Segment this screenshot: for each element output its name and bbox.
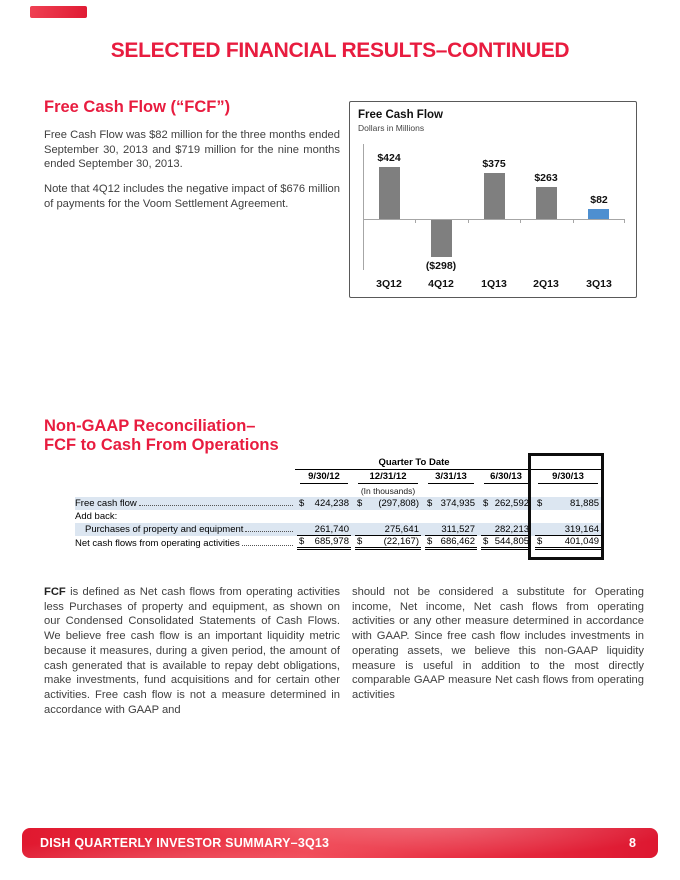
chart-bar-value-label: ($298) <box>425 260 457 272</box>
table-cell <box>75 470 295 485</box>
row-label-text: Net cash flows from operating activities <box>75 537 240 549</box>
dollar-sign: $ <box>427 498 433 509</box>
value-box <box>535 536 601 550</box>
fcf-paragraph-1: Free Cash Flow was $82 million for the three months ended September 30, 2013 and $719 million for the nine months ended September 30, 2013. <box>44 129 340 171</box>
fcf-definition-right-column: should not be considered a substitute for Operating income, Net income, Net cash flows from operating activities or any other measure determined in accordance with GAAP. Since free cash flow includes investments in operating assets, we believe this non-GAAP liquidity measure is useful in addition to the most directly comparable GAAP measure Net cash flows from operating activities <box>352 586 644 701</box>
value-cell <box>353 510 423 523</box>
chart-zero-line <box>363 219 625 220</box>
group-header-cell: Quarter To Date <box>295 456 533 470</box>
value-cell <box>423 523 479 536</box>
fcf-bold-term: FCF <box>44 586 66 598</box>
dollar-sign: $ <box>299 536 305 547</box>
chart-bar-value-label: $263 <box>534 172 558 184</box>
value-cell <box>533 497 603 510</box>
date-header-label: 9/30/12 <box>300 470 348 484</box>
dollar-sign: $ <box>427 536 433 547</box>
value-box <box>355 498 421 509</box>
value-cell <box>533 536 603 550</box>
table-row <box>75 497 603 510</box>
table-cell <box>479 484 533 497</box>
value-box <box>481 498 531 509</box>
table-cell <box>75 456 295 470</box>
dot-leader <box>245 531 293 532</box>
value-text: (297,808) <box>378 498 419 509</box>
chart-bar-3Q12 <box>379 167 400 219</box>
fcf-definition-left-column <box>44 585 340 717</box>
value-box <box>425 498 477 509</box>
date-header-label: 9/30/13 <box>538 470 598 484</box>
table-cell <box>75 484 295 497</box>
value-text: 262,592 <box>494 498 530 509</box>
reconciliation-section-heading <box>44 417 279 455</box>
date-header-cell <box>295 470 353 485</box>
value-text: 275,641 <box>384 523 419 535</box>
chart-category-label: 4Q12 <box>428 278 454 290</box>
row-label <box>75 511 295 522</box>
fcf-section-heading: Free Cash Flow (“FCF”) <box>44 98 231 116</box>
footer-page-number: 8 <box>629 836 636 850</box>
value-box <box>481 524 531 536</box>
chart-bar-value-label: $424 <box>377 152 401 164</box>
chart-axis-tick <box>415 219 416 223</box>
free-cash-flow-chart <box>349 101 637 298</box>
page-title: SELECTED FINANCIAL RESULTS–CONTINUED <box>110 39 570 62</box>
chart-plot-area <box>363 144 625 270</box>
value-cell <box>479 497 533 510</box>
value-cell <box>295 536 353 550</box>
value-cell <box>295 510 353 523</box>
chart-axis-tick <box>468 219 469 223</box>
table-row <box>75 523 603 536</box>
chart-axis-tick <box>573 219 574 223</box>
table-cell <box>295 484 353 497</box>
dollar-sign: $ <box>299 498 305 509</box>
date-header-cell <box>423 470 479 485</box>
dollar-sign: $ <box>357 498 363 509</box>
value-cell <box>479 510 533 523</box>
chart-subtitle: Dollars in Millions <box>358 123 425 133</box>
value-box <box>425 524 477 536</box>
value-text: 282,213 <box>494 523 530 535</box>
chart-category-label: 2Q13 <box>533 278 559 290</box>
value-text: 685,978 <box>314 536 349 547</box>
date-header-label: 6/30/13 <box>484 470 528 484</box>
value-box <box>481 536 531 550</box>
row-label-cell <box>75 523 295 536</box>
dollar-sign: $ <box>537 498 543 509</box>
footer-title: DISH QUARTERLY INVESTOR SUMMARY–3Q13 <box>40 836 330 850</box>
chart-bar-2Q13 <box>536 187 557 219</box>
fcf-definition-left-text: is defined as Net cash flows from operating activities less Purchases of property and equipment, as shown on our Condensed Consolidated Statements of Cash Flows. We believe free cash flow is an important liquidity metric because it measures, during a given period, the amount of cash generated that is available to repay debt obligations, make investments, fund acquisitions and for certain other activities. Free cash flow is not a measure determined in accordance with GAAP and <box>44 586 340 716</box>
value-text: 544,805 <box>494 536 530 547</box>
row-label-cell <box>75 497 295 510</box>
chart-bar-value-label: $82 <box>590 194 608 206</box>
fcf-paragraph-2: Note that 4Q12 includes the negative impact of $676 million of payments for the Voom Settlement Agreement. <box>44 183 340 210</box>
table-row <box>75 536 603 550</box>
date-header-label: 12/31/12 <box>358 470 418 484</box>
chart-bar-3Q13 <box>588 209 609 219</box>
value-cell <box>353 523 423 536</box>
value-box <box>297 524 351 536</box>
table-row-units <box>75 484 603 497</box>
units-note-cell: (In thousands) <box>360 485 416 496</box>
value-box <box>425 536 477 550</box>
value-cell <box>479 523 533 536</box>
value-cell <box>353 536 423 550</box>
value-text: 374,935 <box>440 498 475 509</box>
value-box <box>297 536 351 550</box>
chart-axis-tick <box>363 219 364 223</box>
value-cell <box>353 497 423 510</box>
chart-category-label: 1Q13 <box>481 278 507 290</box>
chart-bar-1Q13 <box>484 173 505 219</box>
value-text: 81,885 <box>569 498 600 509</box>
reconciliation-heading-line1: Non-GAAP Reconciliation– <box>44 417 256 435</box>
value-cell <box>295 497 353 510</box>
chart-title: Free Cash Flow <box>358 109 443 121</box>
row-label-text: Free cash flow <box>75 498 137 509</box>
row-label-cell <box>75 536 295 550</box>
reconciliation-heading-line2: FCF to Cash From Operations <box>44 436 279 454</box>
table-cell <box>533 484 603 497</box>
table-row-group-header <box>75 456 603 470</box>
dollar-sign: $ <box>537 536 543 547</box>
dollar-sign: $ <box>483 498 489 509</box>
chart-category-label: 3Q13 <box>586 278 612 290</box>
reconciliation-table <box>75 456 603 550</box>
row-label-text: Purchases of property and equipment <box>85 524 244 535</box>
value-cell <box>295 523 353 536</box>
date-header-cell <box>353 470 423 485</box>
row-label <box>75 538 295 549</box>
top-corner-graphic <box>30 6 87 18</box>
value-cell <box>479 536 533 550</box>
value-text: 311,527 <box>441 523 475 535</box>
row-label-text: Add back: <box>75 511 118 522</box>
chart-bar-value-label: $375 <box>482 158 506 170</box>
value-text: 686,462 <box>440 536 475 547</box>
date-header-label: 3/31/13 <box>428 470 474 484</box>
dot-leader <box>242 545 293 546</box>
value-text: 401,049 <box>564 536 600 547</box>
row-label-cell <box>75 510 295 523</box>
table-row-dates <box>75 470 603 485</box>
footer-bar <box>22 828 658 858</box>
value-text: 424,238 <box>314 498 349 509</box>
value-text: (22,167) <box>383 536 419 547</box>
value-box <box>535 524 601 536</box>
value-text: 261,740 <box>314 523 349 535</box>
value-cell <box>423 497 479 510</box>
dot-leader <box>139 505 293 506</box>
value-box <box>355 536 421 550</box>
dollar-sign: $ <box>357 536 363 547</box>
date-header-cell <box>479 470 533 485</box>
value-cell <box>423 536 479 550</box>
value-text: 319,164 <box>564 523 600 535</box>
value-box <box>535 498 601 509</box>
table-cell <box>423 484 479 497</box>
row-label <box>75 524 295 535</box>
row-label <box>75 498 295 509</box>
group-header-side-cell <box>533 456 603 470</box>
chart-axis-tick <box>624 219 625 223</box>
value-box <box>297 498 351 509</box>
chart-category-axis <box>363 278 625 292</box>
value-cell <box>533 510 603 523</box>
chart-axis-tick <box>520 219 521 223</box>
value-box <box>355 524 421 536</box>
table-row <box>75 510 603 523</box>
chart-bar-4Q12 <box>431 220 452 257</box>
date-header-cell <box>533 470 603 485</box>
value-cell <box>423 510 479 523</box>
value-cell <box>533 523 603 536</box>
chart-category-label: 3Q12 <box>376 278 402 290</box>
dollar-sign: $ <box>483 536 489 547</box>
